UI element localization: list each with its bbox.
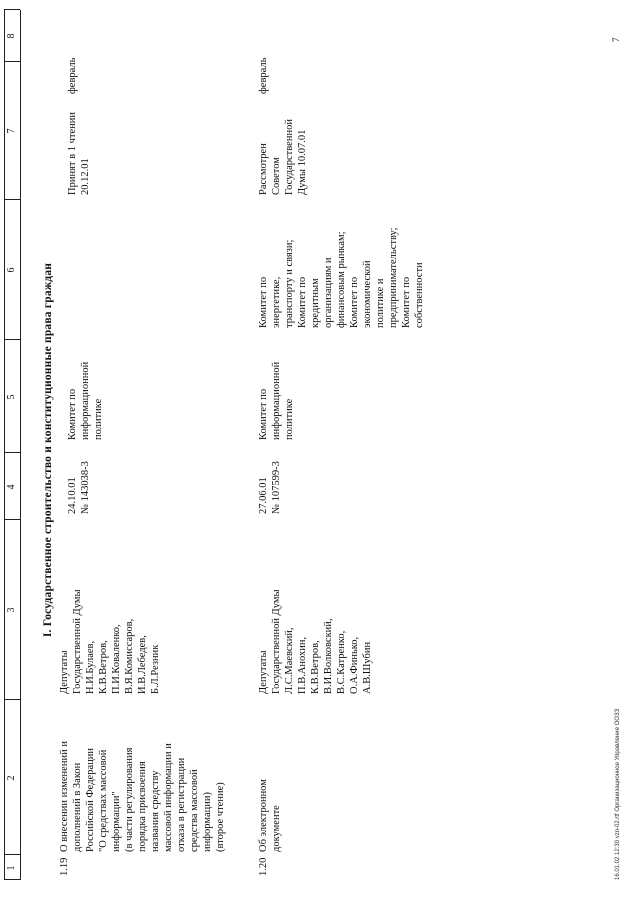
column-number-7: 7 bbox=[6, 128, 17, 134]
row-number: 1.19 bbox=[59, 857, 70, 876]
column-divider bbox=[4, 519, 20, 520]
column-number-1: 1 bbox=[6, 865, 17, 871]
planned-month: февраль bbox=[67, 57, 78, 94]
bill-title: О внесении изменений и дополнений в Закон Российской Федерации "О средствах массовой информации" (в части регулирования порядка присвоения названия средству массовой информации и отказа в регистрации средства массовой информации) (второе чтение) bbox=[59, 741, 226, 852]
bill-authors: Депутаты Государственной Думы Н.И.Булаев, К.В.Ветров, П.И.Коваленко, В.Я.Комиссаров, И.В.Лебедев, Б.Л.Резник bbox=[59, 589, 161, 694]
column-divider bbox=[4, 879, 20, 880]
registration-info: 24.10.01 № 143038-3 bbox=[67, 461, 91, 514]
page-number: 7 bbox=[611, 37, 621, 42]
column-divider bbox=[4, 452, 20, 453]
registration-info: 27.06.01 № 107599-3 bbox=[258, 461, 282, 514]
column-divider bbox=[4, 339, 20, 340]
bill-status: Принят в 1 чтении 20.12.01 bbox=[67, 112, 91, 195]
column-number-3: 3 bbox=[6, 607, 17, 613]
column-divider bbox=[4, 699, 20, 700]
row-number: 1.20 bbox=[258, 857, 269, 876]
responsible-committee: Комитет по информационной политике bbox=[258, 361, 295, 440]
column-number-8: 8 bbox=[6, 33, 17, 39]
co-executor-committees: Комитет по энергетике, транспорту и связи; Комитет по кредитным организациям и финансовым рынкам; Комитет по экономической политике и предпринимательству; Комитет по собственности bbox=[258, 227, 425, 328]
column-divider bbox=[4, 9, 20, 10]
column-number-4: 4 bbox=[6, 484, 17, 490]
responsible-committee: Комитет по информационной политике bbox=[67, 361, 104, 440]
column-number-2: 2 bbox=[6, 775, 17, 781]
bill-title: Об электронном документе bbox=[258, 779, 282, 852]
column-divider bbox=[4, 61, 20, 62]
bill-authors: Депутаты Государственной Думы Л.С.Маевский, П.В.Анохин, К.В.Ветров, В.И.Волковский, В.С.Катренко, О.А.Финько, А.В.Шубин bbox=[258, 589, 373, 694]
bill-status: Рассмотрен Советом Государственной Думы 10.07.01 bbox=[258, 119, 308, 195]
column-number-6: 6 bbox=[6, 267, 17, 273]
column-number-5: 5 bbox=[6, 394, 17, 400]
header-row-border bbox=[20, 10, 21, 880]
planned-month: февраль bbox=[258, 57, 269, 94]
document-footer: 16.01.02 12:30 vzn-02.rtf Организационное Управление ООЗЗ bbox=[615, 708, 621, 880]
section-title: I. Государственное строительство и конституционные права граждан bbox=[42, 262, 54, 638]
column-divider bbox=[4, 199, 20, 200]
column-divider bbox=[4, 854, 20, 855]
